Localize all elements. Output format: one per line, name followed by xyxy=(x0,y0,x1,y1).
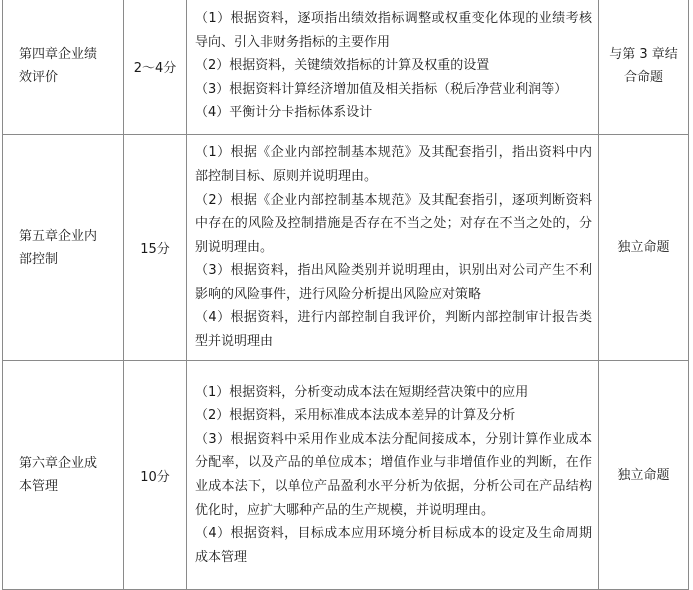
content-item: （4）平衡计分卡指标体系设计 xyxy=(195,105,373,121)
chapter-cell: 第四章企业绩效评价 xyxy=(3,0,124,135)
chapter-cell: 第六章企业成本管理 xyxy=(3,361,124,590)
mode-cell: 独立命题 xyxy=(599,135,689,361)
score-cell: 15分 xyxy=(124,135,187,361)
score-cell: 2～4分 xyxy=(124,0,187,135)
score-cell: 10分 xyxy=(124,361,187,590)
content-item: （3）根据资料中采用作业成本法分配间接成本，分别计算作业成本分配率，以及产品的单位成本；增值作业与非增值作业的判断，在作业成本法下，以单位产品盈利水平分析为依据，分析公司在产品结构优化时，应扩大哪种产品的生产规模，并说明理由。 xyxy=(195,431,592,518)
content-item: （1）根据资料，分析变动成本法在短期经营决策中的应用 xyxy=(195,384,529,400)
exam-outline-table xyxy=(2,0,689,590)
table-row xyxy=(3,361,689,590)
content-item: （2）根据资料，关键绩效指标的计算及权重的设置 xyxy=(195,58,490,74)
mode-cell: 独立命题 xyxy=(599,361,689,590)
content-item: （4）根据资料，进行内部控制自我评价，判断内部控制审计报告类型并说明理由 xyxy=(195,310,592,350)
content-item: （2）根据《企业内部控制基本规范》及其配套指引，逐项判断资料中存在的风险及控制措施是否存在不当之处；对存在不当之处的，分别说明理由。 xyxy=(195,192,592,255)
content-item: （1）根据资料，逐项指出绩效指标调整或权重变化体现的业绩考核导向、引入非财务指标的主要作用 xyxy=(195,11,592,50)
content-item: （2）根据资料，采用标准成本法成本差异的计算及分析 xyxy=(195,408,516,424)
mode-cell: 与第 3 章结合命题 xyxy=(599,0,689,135)
content-cell xyxy=(187,361,599,590)
chapter-cell: 第五章企业内部控制 xyxy=(3,135,124,361)
content-cell xyxy=(187,135,599,361)
content-cell xyxy=(187,0,599,135)
content-item: （4）根据资料，目标成本应用环境分析目标成本的设定及生命周期成本管理 xyxy=(195,526,592,565)
table-row xyxy=(3,135,689,361)
table-row xyxy=(3,0,689,135)
content-item: （1）根据《企业内部控制基本规范》及其配套指引，指出资料中内部控制目标、原则并说明理由。 xyxy=(195,145,592,184)
content-item: （3）根据资料计算经济增加值及相关指标（税后净营业利润等） xyxy=(195,81,568,97)
content-item: （3）根据资料，指出风险类别并说明理由，识别出对公司产生不利影响的风险事件，进行风险分析提出风险应对策略 xyxy=(195,263,592,302)
